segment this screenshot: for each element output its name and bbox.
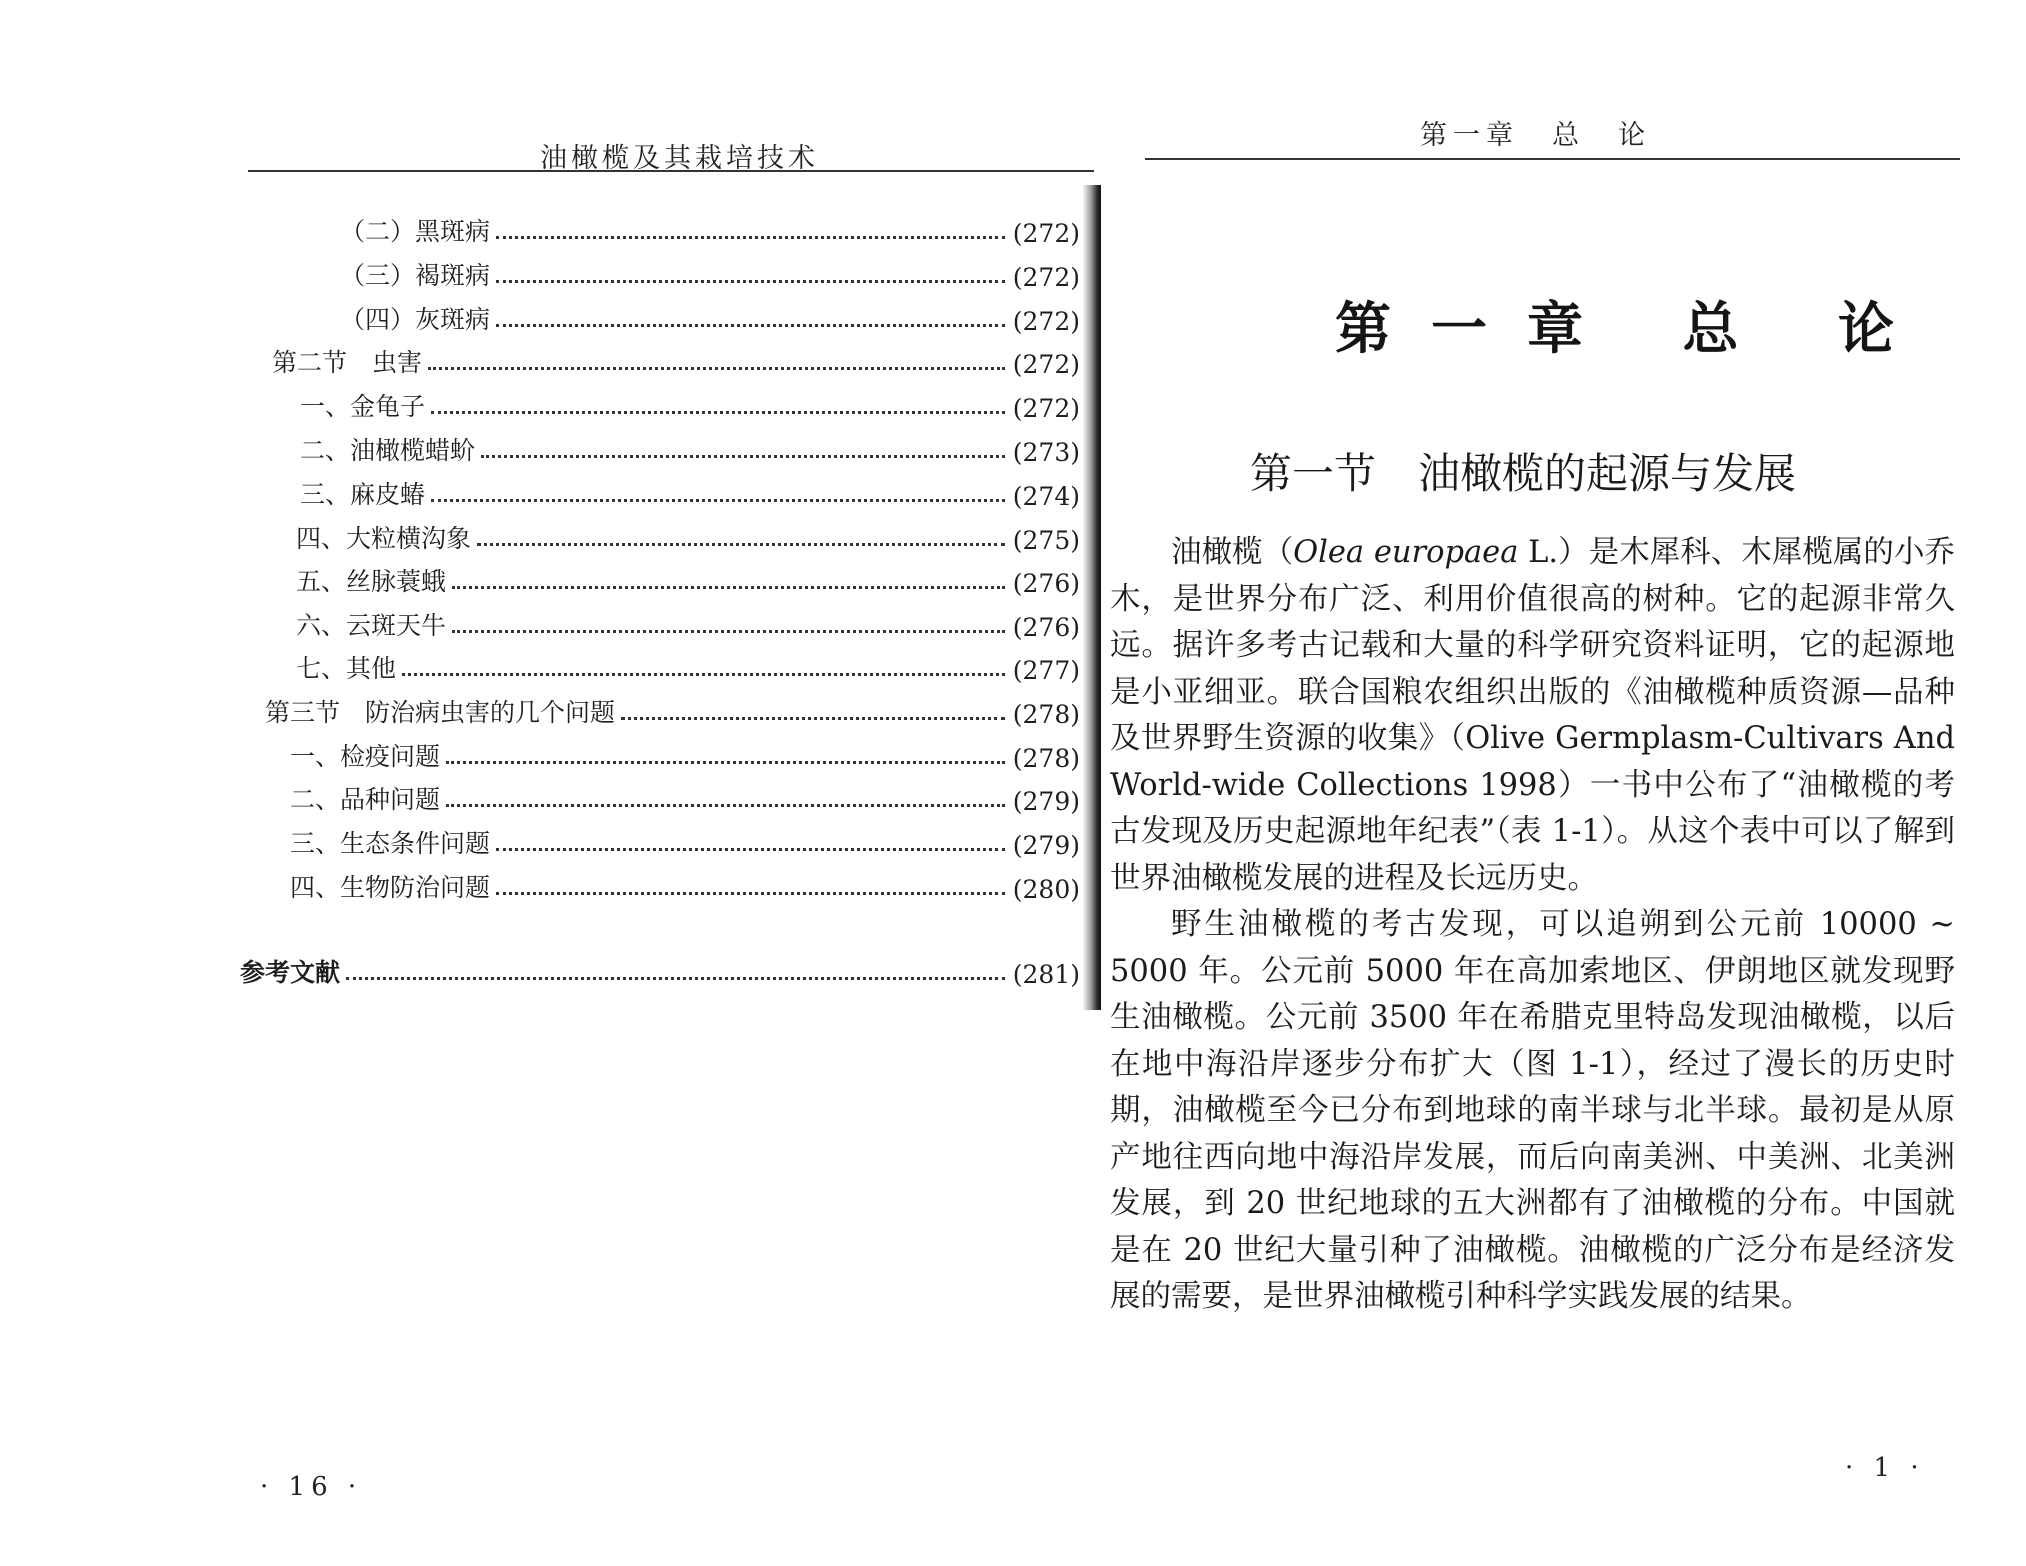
- toc-entry-title: 第二节 虫害: [272, 348, 423, 377]
- toc-entry-page: (275): [1012, 526, 1080, 555]
- toc-entry-page: (281): [1012, 960, 1080, 989]
- section-title: 第一节 油橄榄的起源与发展: [1250, 449, 1797, 498]
- toc-leader-dots: [346, 977, 1005, 980]
- toc-entry-page: (277): [1012, 656, 1080, 685]
- toc-leader-dots: [496, 324, 1005, 327]
- toc-entry-title: 二、品种问题: [290, 785, 441, 814]
- toc-leader-dots: [452, 586, 1005, 589]
- toc-leader-dots: [481, 455, 1005, 458]
- toc-leader-dots: [621, 717, 1005, 720]
- toc-entry: [290, 776, 1080, 816]
- toc-entry-title: 四、大粒横沟象: [296, 524, 472, 553]
- toc-entry-page: (278): [1012, 700, 1080, 729]
- toc-entry: [340, 296, 1080, 336]
- toc-entry-title: 参考文献: [240, 958, 341, 987]
- toc-entry-page: (276): [1012, 613, 1080, 642]
- toc-entry: [240, 949, 1080, 989]
- toc-entry-page: (276): [1012, 569, 1080, 598]
- latin-name: Olea europaea: [1293, 535, 1519, 570]
- left-page-number: · 16 ·: [260, 1472, 363, 1502]
- left-page: [240, 120, 1095, 1540]
- toc-entry: [265, 689, 1080, 729]
- toc-entry-title: 四、生物防治问题: [290, 873, 491, 902]
- toc-entry-page: (280): [1012, 875, 1080, 904]
- paragraph-2: 野生油橄榄的考古发现，可以追朔到公元前 10000 ~ 5000 年。公元前 5000 年在高加索地区、伊朗地区就发现野生油橄榄。公元前 3500 年在希腊克里特岛发现油橄榄，以后在地中海沿岸逐步分布扩大（图 1-1），经过了漫长的历史时期，油橄榄至今已分布到地球的南半球与北半球。最初是从原产地往西向地中海沿岸发展，而后向南美洲、中美洲、北美洲发展，到 20 世纪地球的五大洲都有了油橄榄的分布。中国就是在 20 世纪大量引种了油橄榄。油橄榄的广泛分布是经济发展的需要，是世界油橄榄引种科学实践发展的结果。: [1110, 907, 1955, 1314]
- toc-leader-dots: [496, 236, 1005, 239]
- paragraph-1: [1110, 530, 1955, 902]
- toc-entry-page: (274): [1012, 482, 1080, 511]
- paragraph-1-rest: L.）是木犀科、木犀榄属的小乔木，是世界分布广泛、利用价值很高的树种。它的起源非常久远。据许多考古记载和大量的科学研究资料证明，它的起源地是小亚细亚。联合国粮农组织出版的《油橄榄种质资源—品种及世界野生资源的收集》（Olive Germplasm-Cultivars And World-wide Collections 1998）一书中公布了“油橄榄的考古发现及历史起源地年纪表”（表 1-1）。从这个表中可以了解到世界油橄榄发展的进程及长远历史。: [1110, 535, 1955, 896]
- toc-entry-page: (272): [1012, 394, 1080, 423]
- left-header-rule: [248, 170, 1094, 172]
- left-running-head: 油橄榄及其栽培技术: [540, 143, 819, 174]
- chapter-title: 第一章 总 论: [1335, 296, 1934, 362]
- toc-entry: [272, 339, 1080, 379]
- toc-entry-title: （四）灰斑病: [340, 305, 491, 334]
- toc-entry-page: (272): [1012, 219, 1080, 248]
- toc-entry-title: 三、生态条件问题: [290, 829, 491, 858]
- toc-leader-dots: [431, 499, 1005, 502]
- right-page-number: · 1 ·: [1845, 1453, 1925, 1483]
- toc-leader-dots: [402, 673, 1005, 676]
- toc-leader-dots: [477, 543, 1005, 546]
- toc-entry: [340, 252, 1080, 292]
- toc-entry: [340, 208, 1080, 248]
- toc-entry-title: 六、云斑天牛: [296, 611, 447, 640]
- toc-entry-title: 一、金龟子: [300, 392, 426, 421]
- toc-leader-dots: [496, 280, 1005, 283]
- toc-entry-title: 三、麻皮蝽: [300, 480, 426, 509]
- toc-entry-page: (272): [1012, 263, 1080, 292]
- toc-entry-title: （二）黑斑病: [340, 217, 491, 246]
- right-page: [1110, 105, 1960, 1505]
- toc-entry-title: 二、油橄榄蜡蚧: [300, 436, 476, 465]
- toc-entry-page: (278): [1012, 744, 1080, 773]
- toc-leader-dots: [446, 761, 1005, 764]
- toc-leader-dots: [452, 630, 1005, 633]
- toc-entry-title: 一、检疫问题: [290, 742, 441, 771]
- toc-entry: [290, 864, 1080, 904]
- toc-entry-page: (273): [1012, 438, 1080, 467]
- paragraph-1-start: 油橄榄（: [1171, 535, 1294, 570]
- right-running-head: 第一章 总 论: [1420, 120, 1651, 151]
- toc-entry-title: 五、丝脉蓑蛾: [296, 567, 447, 596]
- toc-entry-title: 七、其他: [296, 654, 397, 683]
- toc-entry: [300, 471, 1080, 511]
- toc-entry: [300, 427, 1080, 467]
- toc-entry: [296, 602, 1080, 642]
- toc-entry: [296, 558, 1080, 598]
- toc-leader-dots: [428, 367, 1005, 370]
- toc-leader-dots: [496, 848, 1005, 851]
- right-header-rule: [1145, 158, 1960, 160]
- toc-entry: [296, 645, 1080, 685]
- toc-leader-dots: [496, 892, 1005, 895]
- toc-entry-page: (272): [1012, 307, 1080, 336]
- toc-entry-page: (272): [1012, 350, 1080, 379]
- toc-leader-dots: [446, 804, 1005, 807]
- body-text: [1110, 530, 1955, 1321]
- toc-entry-title: 第三节 防治病虫害的几个问题: [265, 698, 616, 727]
- toc-leader-dots: [431, 411, 1005, 414]
- toc-entry-title: （三）褐斑病: [340, 261, 491, 290]
- toc-entry-page: (279): [1012, 831, 1080, 860]
- toc-entry: [290, 733, 1080, 773]
- toc-entry: [296, 515, 1080, 555]
- toc-entry: [290, 820, 1080, 860]
- toc-entry: [300, 383, 1080, 423]
- toc-entry-page: (279): [1012, 787, 1080, 816]
